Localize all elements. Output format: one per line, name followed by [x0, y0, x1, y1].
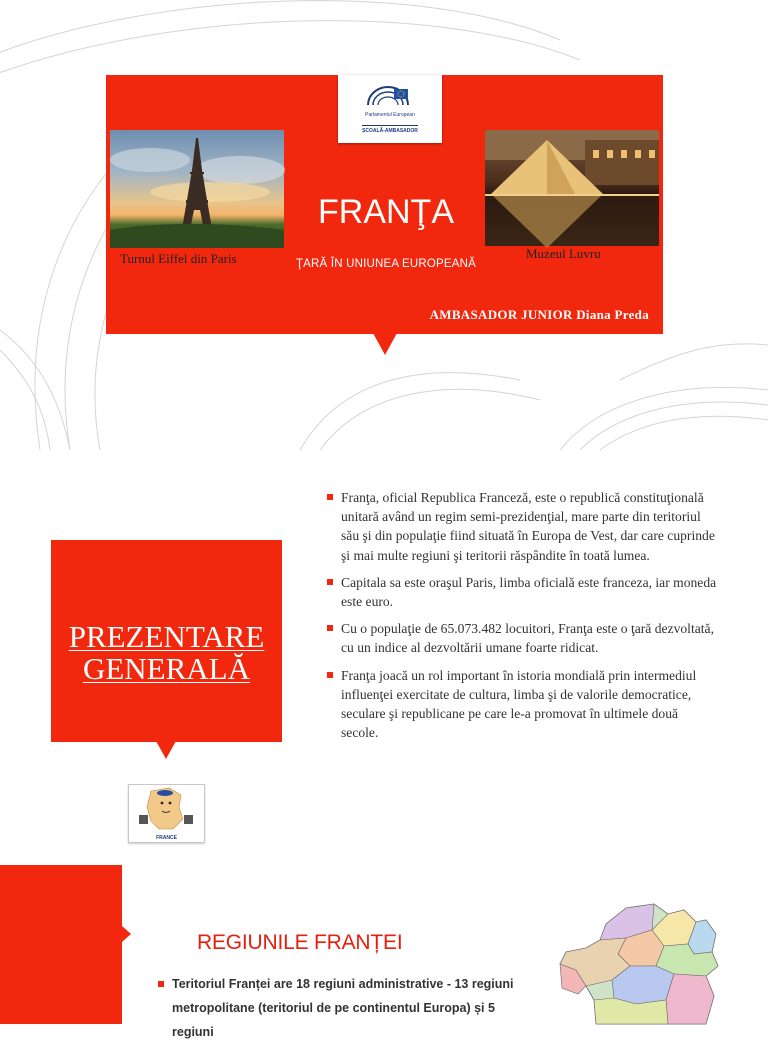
bullet-text: Franţa, oficial Republica Franceză, este o republică constituţională unitară având un regim semi-prezidenţial, mare parte din teritoriul său şi din populaţie fiind situată în Europa de Vest, dar care cuprinde şi mai multe regiuni şi teritorii răspândite în toată lumea. — [341, 490, 715, 563]
france-label: FRANCE — [156, 835, 177, 841]
ambassador-credit: AMBASADOR JUNIOR Diana Preda — [429, 307, 649, 322]
eiffel-caption: Turnul Eiffel din Paris — [120, 251, 237, 266]
logo-caption: Parlamentul European — [365, 112, 415, 118]
list-item — [326, 666, 718, 743]
france-cartoon-image — [128, 784, 205, 843]
bullet-square-icon — [327, 625, 333, 631]
overview-title-line2: GENERALĂ — [82, 651, 251, 686]
bullet-square-icon — [327, 672, 333, 678]
slide-title: FRANŢA — [318, 193, 454, 231]
bullet-text: Franţa joacă un rol important în istoria mondială prin intermediul influenţei exercitate de cultura, limba şi de valorile democratice, seculare şi republicane pe care le-a promovat în ultimele două secole. — [341, 667, 697, 741]
overview-pointer — [156, 741, 176, 759]
overview-title-line1: PREZENTARE — [68, 619, 265, 654]
banner-pointer — [373, 333, 397, 355]
title-slide — [106, 75, 663, 334]
overview-title — [51, 621, 282, 685]
regions-side-band — [0, 865, 122, 1024]
parliament-logo — [338, 75, 442, 143]
regions-pointer — [122, 926, 131, 942]
regions-title: REGIUNILE FRANȚEI — [197, 931, 403, 954]
logo-divider — [362, 125, 418, 126]
parliament-emblem-icon — [364, 83, 412, 109]
bullet-text: Capitala sa este oraşul Paris, limba oficială este franceza, iar moneda este euro. — [341, 574, 717, 610]
overview-title-box — [51, 540, 282, 742]
list-item — [326, 573, 718, 611]
bullet-square-icon — [327, 494, 333, 500]
bullet-text: Cu o populaţie de 65.073.482 locuitori, Franţa este o ţară dezvoltată, cu un indice al dezvoltării umane foarte ridicat. — [341, 621, 714, 656]
france-regions-map — [556, 900, 736, 1024]
slide-subtitle: ŢARĂ ÎN UNIUNEA EUROPEANĂ — [295, 258, 477, 270]
bullet-square-icon — [158, 981, 164, 987]
louvre-caption: Muzeul Luvru — [526, 246, 601, 261]
regions-bullet — [158, 972, 538, 1044]
bullet-square-icon — [327, 579, 333, 585]
list-item — [326, 488, 718, 565]
logo-school-label: ȘCOALĂ-AMBASADOR — [362, 128, 418, 134]
overview-bullet-list — [326, 488, 718, 750]
regions-bullet-text: Teritoriul Franței are 18 regiuni administrative - 13 regiuni metropolitane (teritoriul de pe continentul Europa) și 5 regiuni — [172, 977, 514, 1039]
list-item — [326, 619, 718, 657]
